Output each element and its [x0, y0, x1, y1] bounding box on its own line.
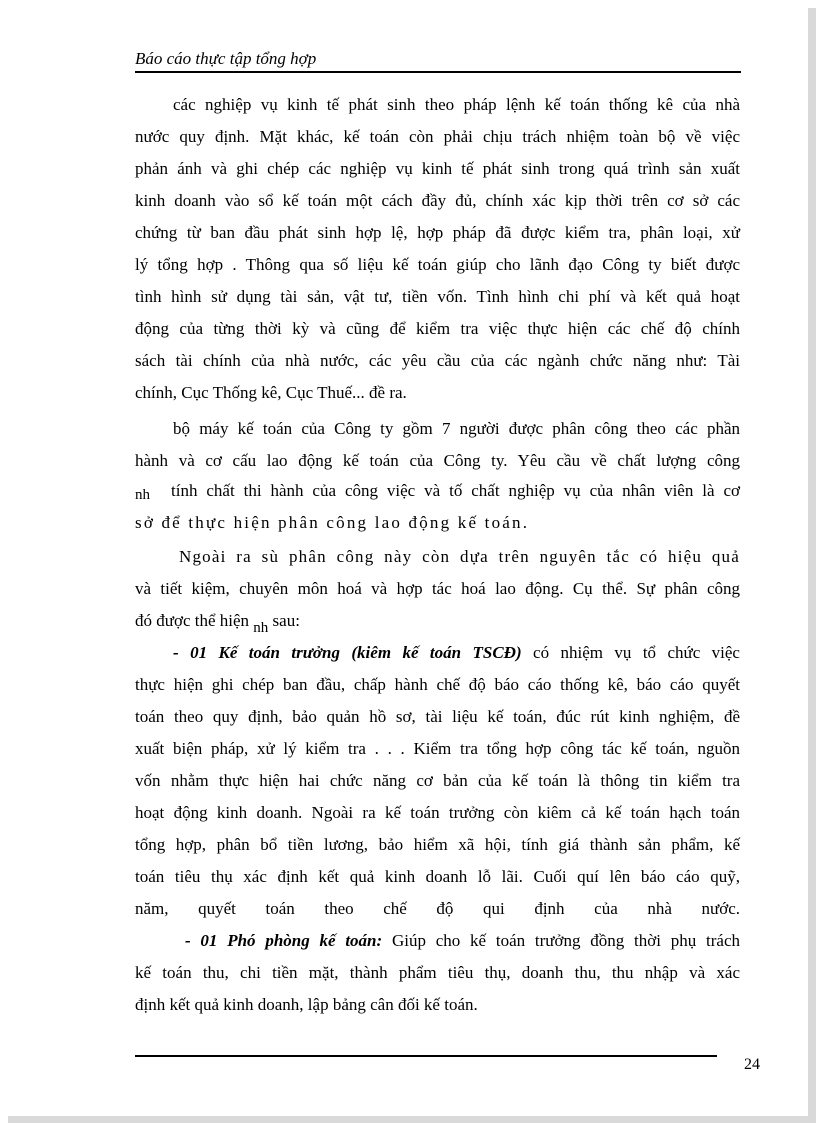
running-header: Báo cáo thực tập tổng hợp	[135, 49, 317, 68]
paragraph-line: định kết quả kinh doanh, lập bảng cân đối kế toán.	[135, 995, 478, 1014]
paragraph-line: chính, Cục Thống kê, Cục Thuế... đề ra.	[135, 383, 407, 402]
paragraph-line: vốn nhằm thực hiện hai chức năng cơ bản của kế toán là thông tin kiểm tra	[135, 771, 740, 790]
paragraph-line: các nghiệp vụ kinh tế phát sinh theo pháp lệnh kế toán thống kê của nhà	[173, 95, 740, 114]
header-rule	[135, 71, 741, 73]
paragraph-line	[185, 929, 740, 953]
paragraph-line: hành và cơ cấu lao động kế toán của Công ty. Yêu cầu về chất lượng công	[135, 451, 740, 470]
paragraph-line: tổng hợp, phân bổ tiền lương, bảo hiểm xã hội, tính giá thành sản phẩm, kế	[135, 835, 740, 854]
paragraph-line: hoạt động kinh doanh. Ngoài ra kế toán trưởng còn kiêm cả kế toán hạch toán	[135, 803, 740, 822]
text-fragment: nh	[253, 620, 269, 636]
paragraph-line: động của từng thời kỳ và cũng để kiểm tra việc thực hiện các chế độ chính	[135, 319, 740, 338]
paragraph-line: sách tài chính của nhà nước, các yêu cầu của các ngành chức năng như: Tài	[135, 351, 740, 370]
paragraph-line	[135, 609, 300, 636]
paragraph-line: thực hiện ghi chép ban đầu, chấp hành chế độ báo cáo thống kê, báo cáo quyết	[135, 675, 740, 694]
paragraph-fragment: nh	[135, 487, 150, 503]
paragraph-line: chứng từ ban đầu phát sinh hợp lệ, hợp pháp đã được kiểm tra, phân loại, xử	[135, 223, 740, 242]
paragraph-line: Ngoài ra sù phân công này còn dựa trên nguyên tắc có hiệu quả	[179, 547, 740, 566]
text-fragment: có nhiệm vụ tổ chức việc	[521, 643, 740, 662]
text-fragment: Giúp cho kế toán trưởng đồng thời phụ trách	[382, 931, 741, 950]
page-number: 24	[744, 1056, 760, 1073]
paragraph-line: bộ máy kế toán của Công ty gồm 7 người được phân công theo các phần	[173, 419, 740, 438]
paragraph-line: toán theo quy định, bảo quản hồ sơ, tài liệu kế toán, đúc rút kinh nghiệm, đề	[135, 707, 740, 726]
paragraph-line: lý tổng hợp . Thông qua số liệu kế toán giúp cho lãnh đạo Công ty biết được	[135, 255, 740, 274]
page-shadow-bottom	[8, 1116, 816, 1123]
paragraph-line	[173, 641, 740, 665]
paragraph-line: phản ánh và ghi chép các nghiệp vụ kinh tế phát sinh trong quá trình sản xuất	[135, 159, 740, 178]
page-shadow-right	[808, 8, 816, 1123]
paragraph-line: tình hình sử dụng tài sản, vật tư, tiền vốn. Tình hình chi phí và kết quả hoạt	[135, 287, 740, 306]
paragraph-line: và tiết kiệm, chuyên môn hoá và hợp tác hoá lao động. Cụ thể. Sự phân công	[135, 579, 740, 598]
paragraph-line: toán tiêu thụ xác định kết quả kinh doanh lỗ lãi. Cuối quí lên báo cáo quỹ,	[135, 867, 740, 886]
footer-rule	[135, 1055, 717, 1057]
text-fragment: sau:	[272, 611, 300, 630]
text-fragment: đó được thể hiện	[135, 611, 250, 630]
paragraph-line: nước quy định. Mặt khác, kế toán còn phải chịu trách nhiệm toàn bộ về việc	[135, 127, 740, 146]
role-heading: - 01 Phó phòng kế toán:	[185, 931, 383, 950]
paragraph-line: năm, quyết toán theo chế độ qui định của nhà nước.	[135, 899, 740, 918]
paragraph-line: sở để thực hiện phân công lao động kế toán.	[135, 513, 530, 532]
paragraph-line: kế toán thu, chi tiền mặt, thành phẩm tiêu thụ, doanh thu, thu nhập và xác	[135, 963, 740, 982]
role-heading: - 01 Kế toán trưởng (kiêm kế toán TSCĐ)	[173, 643, 522, 662]
paragraph-line: xuất biện pháp, xử lý kiểm tra . . . Kiểm tra tổng hợp công tác kế toán, nguồn	[135, 739, 740, 758]
paragraph-line: kinh doanh vào sổ kế toán một cách đầy đủ, chính xác kịp thời trên cơ sở các	[135, 191, 740, 210]
paragraph-line: tính chất thi hành của công việc và tố chất nghiệp vụ của nhân viên là cơ	[171, 481, 740, 500]
